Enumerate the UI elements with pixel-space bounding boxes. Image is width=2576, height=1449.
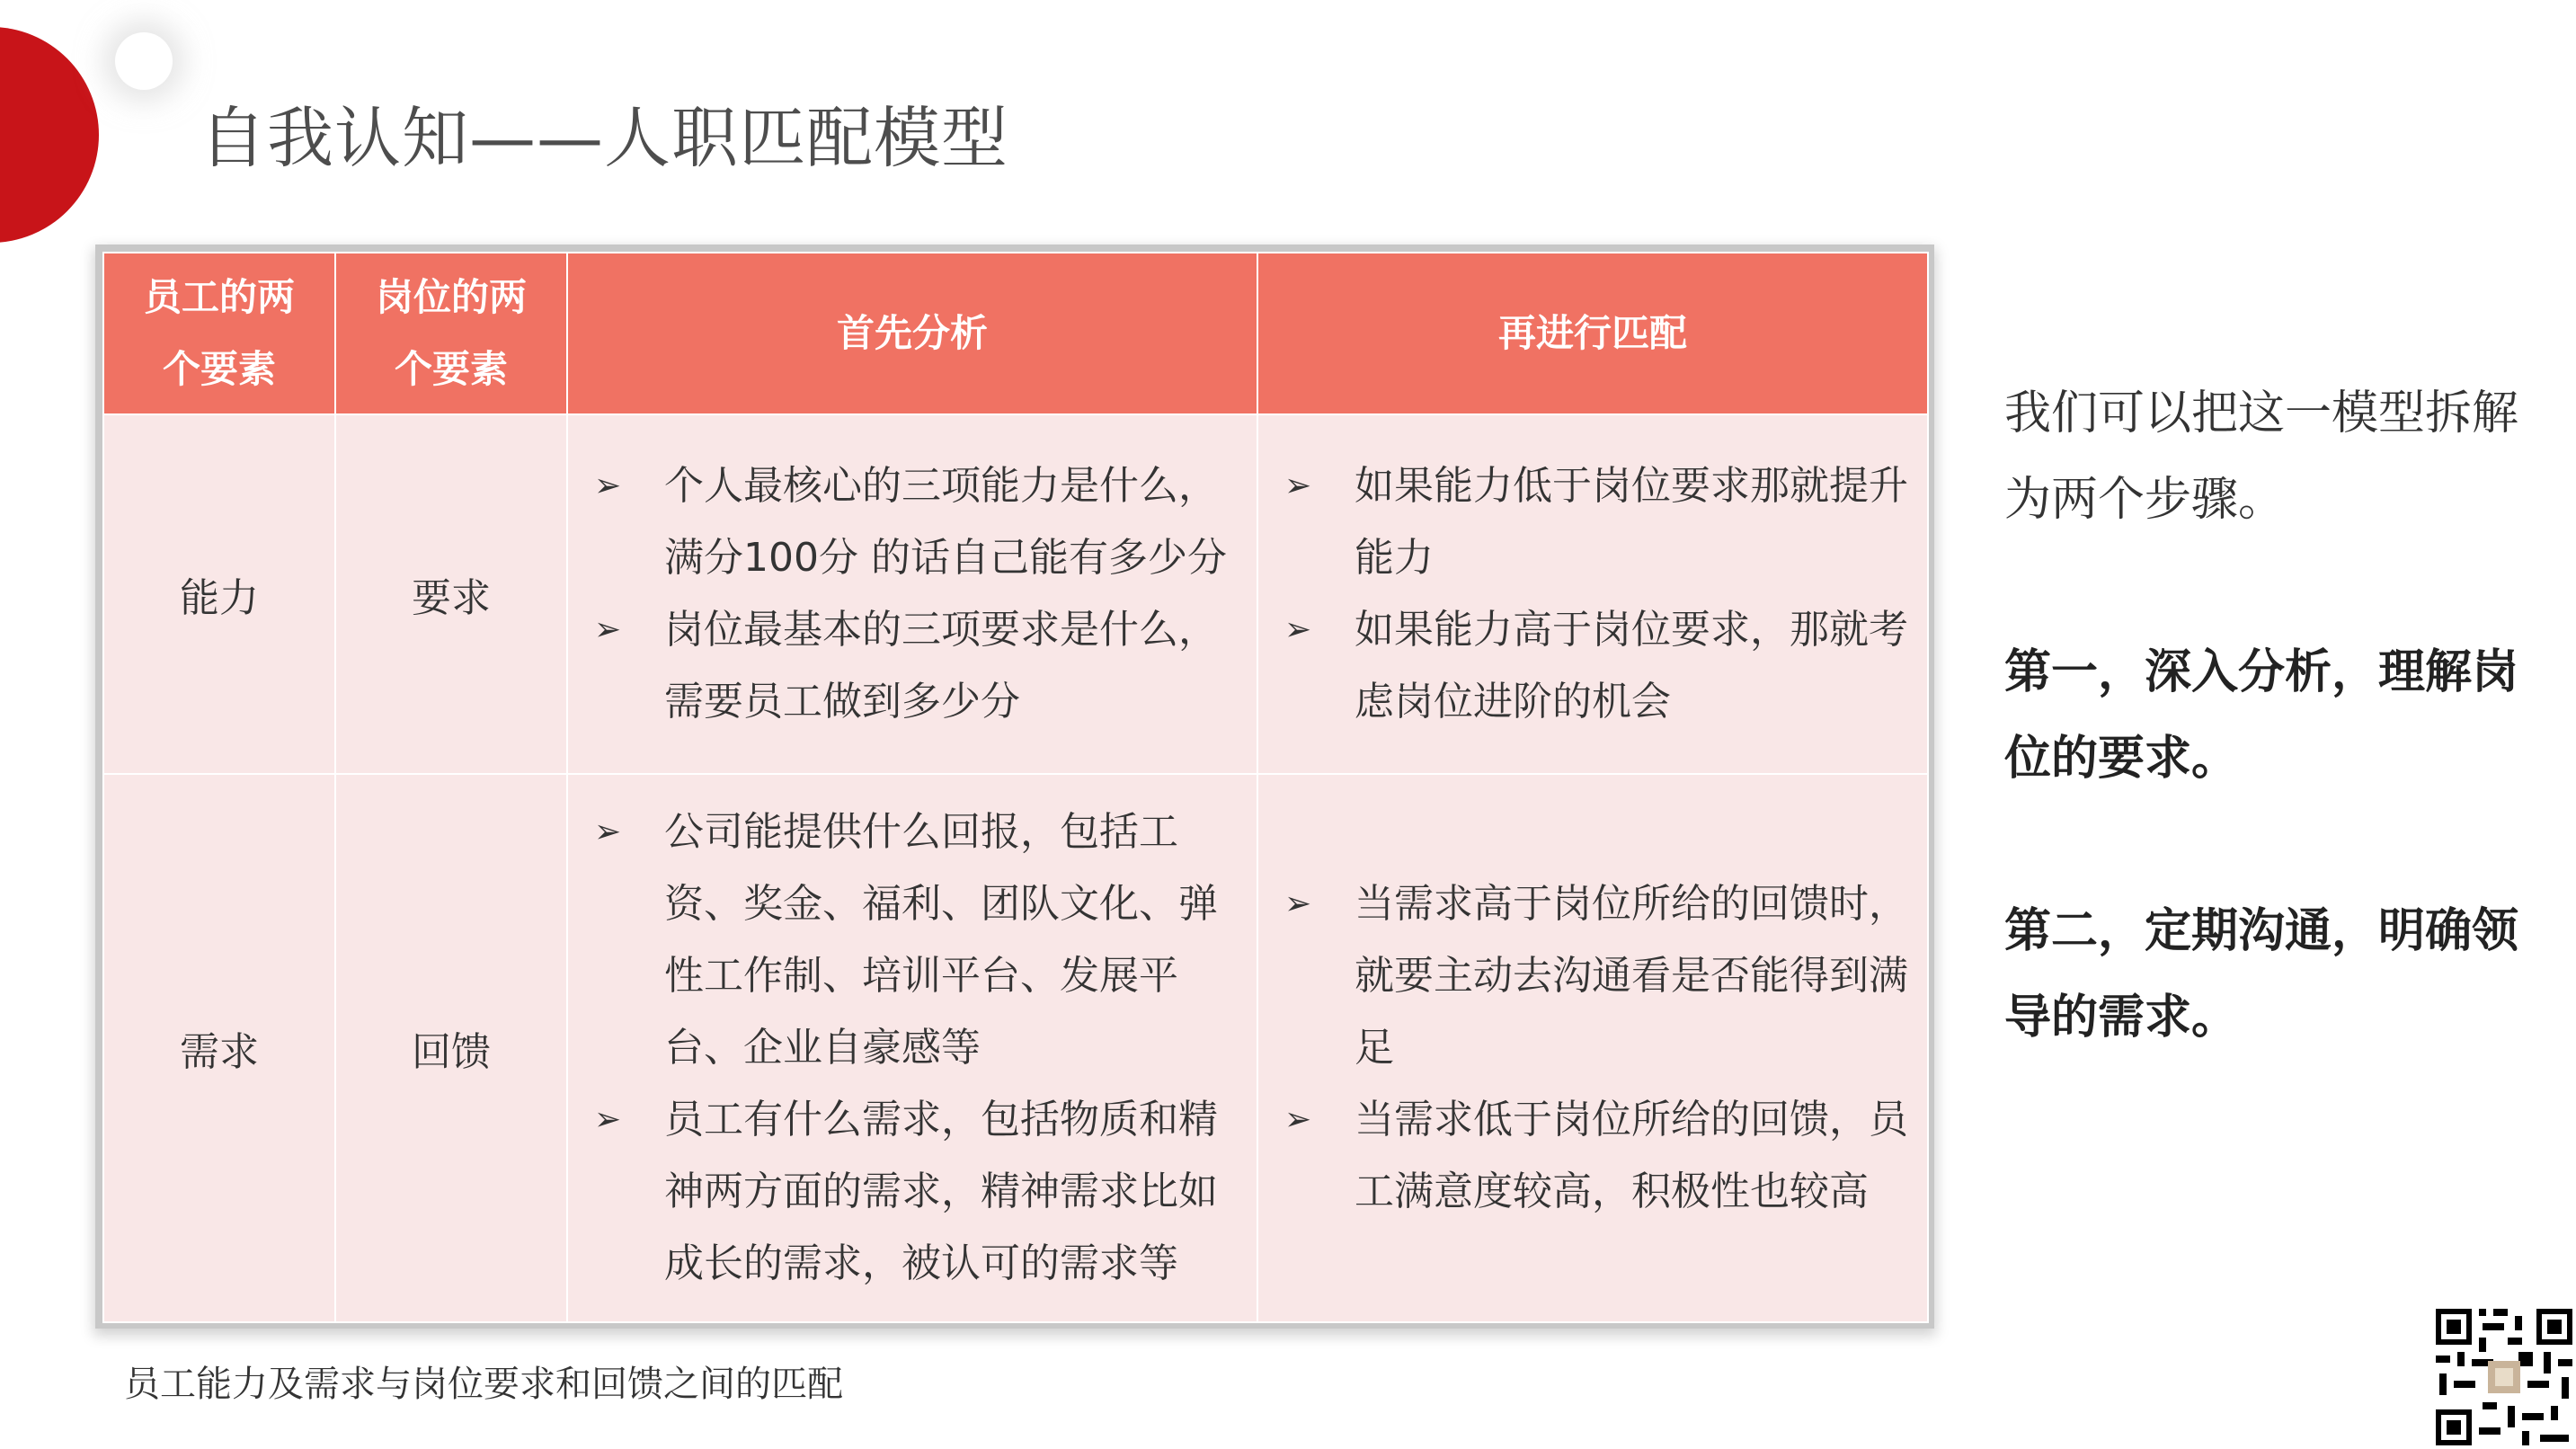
side-step-one: 第一，深入分析，理解岗位的要求。: [2004, 645, 2519, 786]
arrowhead-bullet-icon: ➢: [594, 611, 622, 648]
page-title: 自我认知——人职匹配模型: [200, 100, 1008, 177]
cell-matching-needs: [1257, 774, 1928, 1322]
list-item: ➢ 岗位最基本的三项要求是什么，需要员工做到多少分: [594, 594, 1238, 738]
decorative-red-circle: [0, 27, 99, 243]
cell-employee-ability: 能力: [103, 414, 335, 774]
qr-code-icon: [2432, 1305, 2576, 1449]
header-position-elements: 岗位的两个要素: [335, 253, 567, 414]
arrowhead-bullet-icon: ➢: [594, 1101, 622, 1138]
arrowhead-bullet-icon: ➢: [1284, 1101, 1312, 1138]
side-intro: 我们可以把这一模型拆解为两个步骤。: [2004, 387, 2519, 527]
model-table-frame: [102, 252, 1927, 1321]
cell-position-feedback: 回馈: [335, 774, 567, 1322]
list-item: ➢ 公司能提供什么回报，包括工资、奖金、福利、团队文化、弹性工作制、培训平台、发展平台、企业自豪感等: [594, 796, 1238, 1084]
arrowhead-bullet-icon: ➢: [1284, 467, 1312, 504]
list-item: ➢ 当需求低于岗位所给的回馈，员工满意度较高，积极性也较高: [1284, 1084, 1908, 1228]
side-step-two: 第二，定期沟通，明确领导的需求。: [2004, 904, 2519, 1045]
cell-analysis-needs: [567, 774, 1257, 1322]
cell-matching-ability: [1257, 414, 1928, 774]
decorative-white-circle: [115, 32, 173, 90]
cell-employee-needs: 需求: [103, 774, 335, 1322]
table-header-row: [103, 253, 1928, 414]
list-item: ➢ 如果能力高于岗位要求，那就考虑岗位进阶的机会: [1284, 594, 1908, 738]
cell-analysis-ability: [567, 414, 1257, 774]
list-item: ➢ 个人最核心的三项能力是什么，满分100分 的话自己能有多少分: [594, 450, 1238, 594]
model-table: [102, 252, 1929, 1323]
table-row-ability: [103, 414, 1928, 774]
side-notes: [2004, 370, 2526, 1147]
header-employee-elements: 员工的两个要素: [103, 253, 335, 414]
cell-position-requirement: 要求: [335, 414, 567, 774]
list-item: ➢ 如果能力低于岗位要求那就提升能力: [1284, 450, 1908, 594]
arrowhead-bullet-icon: ➢: [594, 467, 622, 504]
arrowhead-bullet-icon: ➢: [594, 813, 622, 850]
table-row-needs: [103, 774, 1928, 1322]
table-caption: 员工能力及需求与岗位要求和回馈之间的匹配: [124, 1364, 843, 1405]
list-item: ➢ 当需求高于岗位所给的回馈时，就要主动去沟通看是否能得到满足: [1284, 868, 1908, 1084]
list-item: ➢ 员工有什么需求，包括物质和精神两方面的需求，精神需求比如成长的需求，被认可的需求等: [594, 1084, 1238, 1300]
header-then-match: 再进行匹配: [1257, 253, 1928, 414]
arrowhead-bullet-icon: ➢: [1284, 611, 1312, 648]
header-first-analysis: 首先分析: [567, 253, 1257, 414]
arrowhead-bullet-icon: ➢: [1284, 885, 1312, 922]
